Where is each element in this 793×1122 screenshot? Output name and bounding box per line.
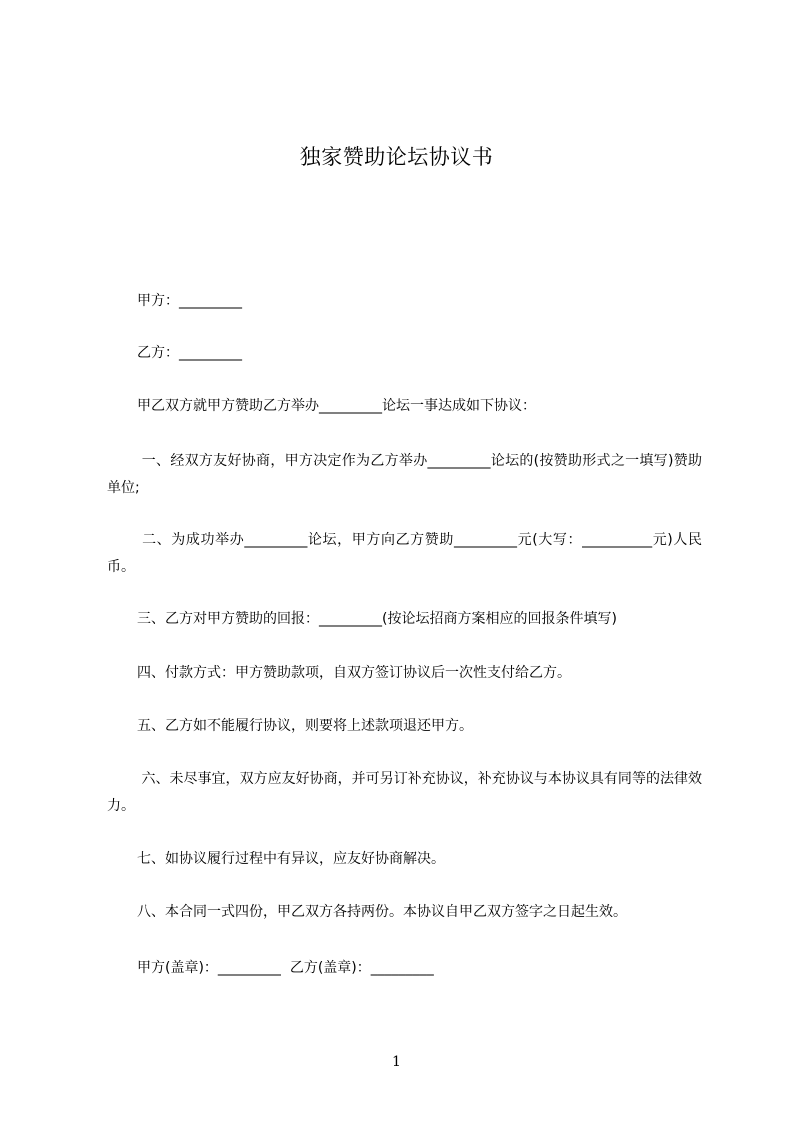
party-a-line: 甲方：_________ [137, 293, 242, 309]
party-b-line: 乙方：_________ [137, 345, 242, 361]
clause-3: 三、乙方对甲方赞助的回报：_________(按论坛招商方案相应的回报条件填写) [137, 611, 617, 627]
clause-6: 六、未尽事宜，双方应友好协商，并可另订补充协议，补充协议与本协议具有同等的法律效力。 [107, 771, 702, 814]
clause-1: 一、经双方友好协商，甲方决定作为乙方举办_________论坛的(按赞助形式之一填写)赞助单位; [107, 453, 703, 496]
document-title: 独家赞助论坛协议书 [299, 145, 494, 169]
clause-2: 二、为成功举办_________论坛，甲方向乙方赞助_________元(大写：__________元)人民币。 [107, 532, 702, 575]
clause-5: 五、乙方如不能履行协议，则要将上述款项退还甲方。 [137, 718, 473, 734]
intro-paragraph: 甲乙双方就甲方赞助乙方举办_________论坛一事达成如下协议： [137, 398, 536, 414]
clause-4: 四、付款方式：甲方赞助款项，自双方签订协议后一次性支付给乙方。 [137, 665, 571, 681]
page-number: 1 [392, 1054, 401, 1070]
signature-line: 甲方(盖章)：_________ 乙方(盖章)：_________ [137, 960, 434, 976]
clause-8: 八、本合同一式四份，甲乙双方各持两份。本协议自甲乙双方签字之日起生效。 [137, 904, 627, 920]
clause-7: 七、如协议履行过程中有异议，应友好协商解决。 [137, 851, 445, 867]
